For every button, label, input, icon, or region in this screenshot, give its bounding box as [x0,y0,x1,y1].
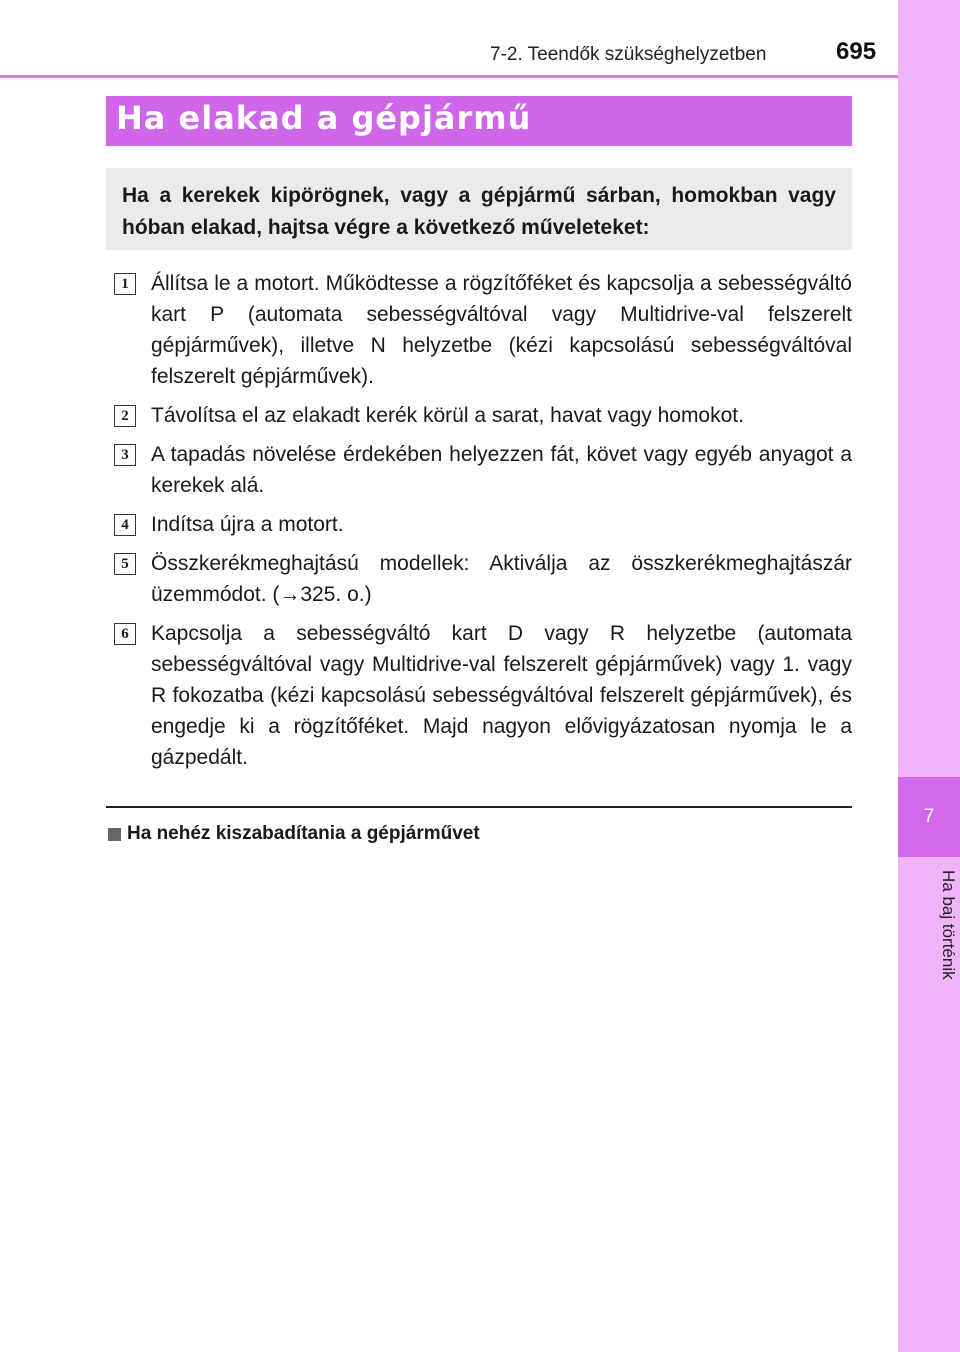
step-item [106,400,852,431]
step-number-badge: 6 [114,623,136,645]
step-text: Kapcsolja a sebességváltó kart D vagy R helyzetbe (automata sebességváltóval vagy Multidrive-val felszerelt gépjárművek) vagy 1. vagy R fokozatba (kézi kapcsolású sebességváltóval felszerelt gépjárművek), és engedje ki a rögzítőféket. Majd nagyon elővigyázatosan nyomja le a gázpedált. [151,622,852,769]
page-title: Ha elakad a gépjármű [116,99,532,137]
step-number-badge: 5 [114,553,136,575]
square-bullet-icon [108,828,121,841]
step-item [106,439,852,501]
step-item [106,618,852,773]
section-divider [106,806,852,808]
chapter-title: Ha baj történik [939,870,958,980]
step-text: A tapadás növelése érdekében helyezzen fát, követ vagy egyéb anyagot a kerekek alá. [151,443,852,497]
intro-box: Ha a kerekek kipörögnek, vagy a gépjármű sárban, homokban vagy hóban elakad, hajtsa végre a következő műveleteket: [106,168,852,250]
step-number-badge: 1 [114,273,136,295]
step-number-badge: 4 [114,514,136,536]
steps-list [106,268,852,781]
page-number: 695 [836,38,877,65]
step-text: Állítsa le a motort. Működtesse a rögzítőféket és kapcsolja a sebességváltó kart P (automata sebességváltóval vagy Multidrive-val felszerelt gépjárművek), illetve N helyzetbe (kézi kapcsolású sebességváltóval felszerelt gépjárművek). [151,272,852,388]
side-tab [898,0,960,1352]
step-item [106,548,852,610]
chapter-number-tab[interactable] [898,777,960,857]
subheading-text: Ha nehéz kiszabadítania a gépjárművet [127,823,480,844]
step-text: Összkerékmeghajtású modellek: Aktiválja az összkerékmeghajtászár üzemmódot. (→325. o.) [151,552,852,606]
header-rule [0,75,898,78]
step-text: Indítsa újra a motort. [151,513,344,536]
chapter-number: 7 [923,806,935,827]
title-bar [106,96,852,146]
step-text: Távolítsa el az elakadt kerék körül a sarat, havat vagy homokot. [151,404,744,427]
section-label: 7-2. Teendők szükséghelyzetben [490,44,767,65]
step-item [106,268,852,392]
subheading [108,823,480,845]
step-number-badge: 3 [114,444,136,466]
step-item [106,509,852,540]
step-number-badge: 2 [114,405,136,427]
